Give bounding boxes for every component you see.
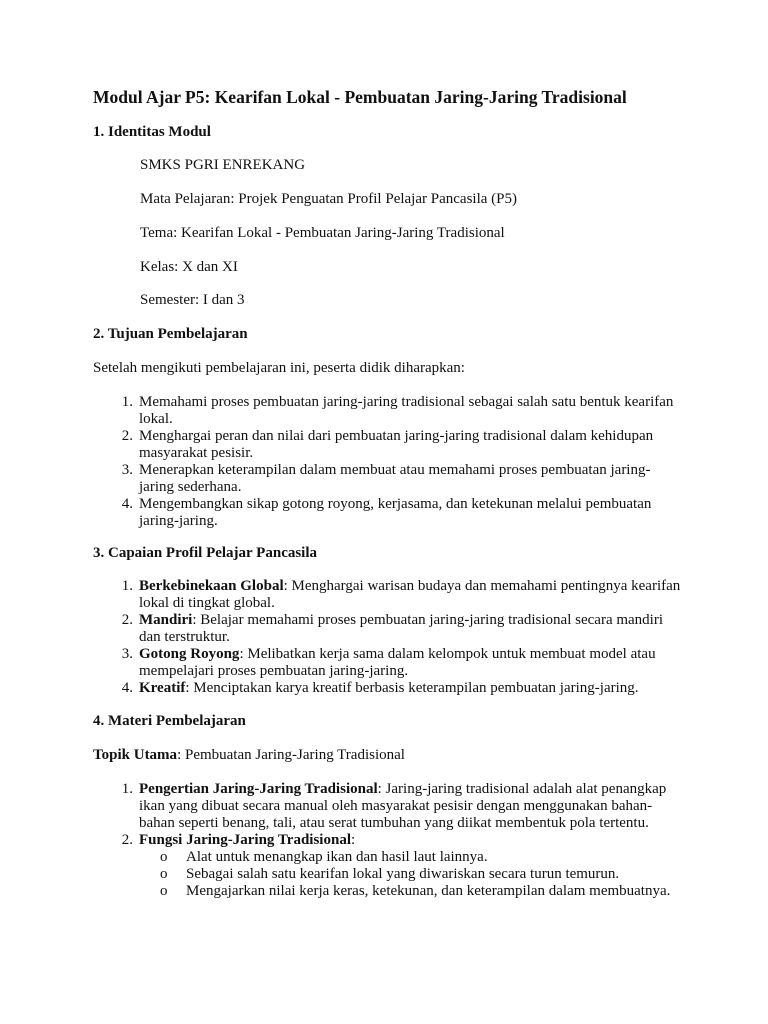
document-title: Modul Ajar P5: Kearifan Lokal - Pembuatan Jaring-Jaring Tradisional — [93, 87, 627, 107]
section-heading-materi: 4. Materi Pembelajaran — [93, 713, 246, 729]
list-item: 1. Berkebinekaan Global: Menghargai warisan budaya dan memahami pentingnya kearifan lokal di tingkat global. — [121, 578, 681, 611]
section-intro: Setelah mengikuti pembelajaran ini, peserta didik diharapkan: — [93, 360, 465, 376]
list-item: 2. Fungsi Jaring-Jaring Tradisional: o Alat untuk menangkap ikan dan hasil laut lainnya. o Sebagai salah satu kearifan lokal yang diwariskan secara turun temurun. o Mengajarkan nilai kerja keras, ketekunan, dan keterampilan dalam membuatnya. — [93, 832, 683, 900]
circle-bullet-icon: o — [160, 883, 168, 899]
list-item: 2. Mandiri: Belajar memahami proses pembuatan jaring-jaring tradisional secara mandiri dan terstruktur. — [121, 612, 664, 645]
list-item: 3. Menerapkan keterampilan dalam membuat atau memahami proses pembuatan jaring-jaring sederhana. — [121, 462, 651, 495]
identity-line: Tema: Kearifan Lokal - Pembuatan Jaring-Jaring Tradisional — [140, 225, 505, 241]
list-item: 1. Memahami proses pembuatan jaring-jaring tradisional sebagai salah satu bentuk kearifan lokal. — [121, 394, 674, 427]
list-item: 1. Pengertian Jaring-Jaring Tradisional: Jaring-jaring tradisional adalah alat penangkap ikan yang dibuat secara manual oleh masyarakat pesisir dengan menggunakan bahan-bahan seperti benang, tali, atau serat tumbuhan yang diikat membentuk pola tertentu. — [121, 781, 667, 831]
identity-line: Kelas: X dan XI — [140, 259, 238, 275]
identity-line: SMKS PGRI ENREKANG — [140, 157, 306, 173]
circle-bullet-icon: o — [160, 866, 168, 882]
identity-line: Mata Pelajaran: Projek Penguatan Profil Pelajar Pancasila (P5) — [140, 191, 517, 207]
sublist-item: o Alat untuk menangkap ikan dan hasil laut lainnya. — [160, 849, 488, 865]
list-item: 4. Kreatif: Menciptakan karya kreatif berbasis keterampilan pembuatan jaring-jaring. — [121, 680, 639, 696]
list-item: 4. Mengembangkan sikap gotong royong, kerjasama, dan ketekunan melalui pembuatan jaring-jaring. — [121, 496, 652, 529]
section-heading-identitas: 1. Identitas Modul — [93, 124, 211, 140]
circle-bullet-icon: o — [160, 849, 168, 865]
sublist-item: o Mengajarkan nilai kerja keras, ketekunan, dan keterampilan dalam membuatnya. — [160, 883, 671, 899]
section-heading-tujuan: 2. Tujuan Pembelajaran — [93, 326, 248, 342]
function-sublist — [139, 849, 683, 900]
profile-list — [93, 578, 683, 697]
sublist-item: o Sebagai salah satu kearifan lokal yang diwariskan secara turun temurun. — [160, 866, 620, 882]
list-item: 2. Menghargai peran dan nilai dari pembuatan jaring-jaring tradisional dalam kehidupan masyarakat pesisir. — [121, 428, 654, 461]
objectives-list — [93, 394, 683, 530]
identity-line: Semester: I dan 3 — [140, 292, 245, 308]
list-item: 3. Gotong Royong: Melibatkan kerja sama dalam kelompok untuk membuat model atau mempelajari proses pembuatan jaring-jaring. — [121, 646, 656, 679]
main-topic: Topik Utama: Pembuatan Jaring-Jaring Tradisional — [93, 747, 405, 763]
material-list — [93, 781, 683, 900]
section-heading-capaian: 3. Capaian Profil Pelajar Pancasila — [93, 545, 318, 561]
